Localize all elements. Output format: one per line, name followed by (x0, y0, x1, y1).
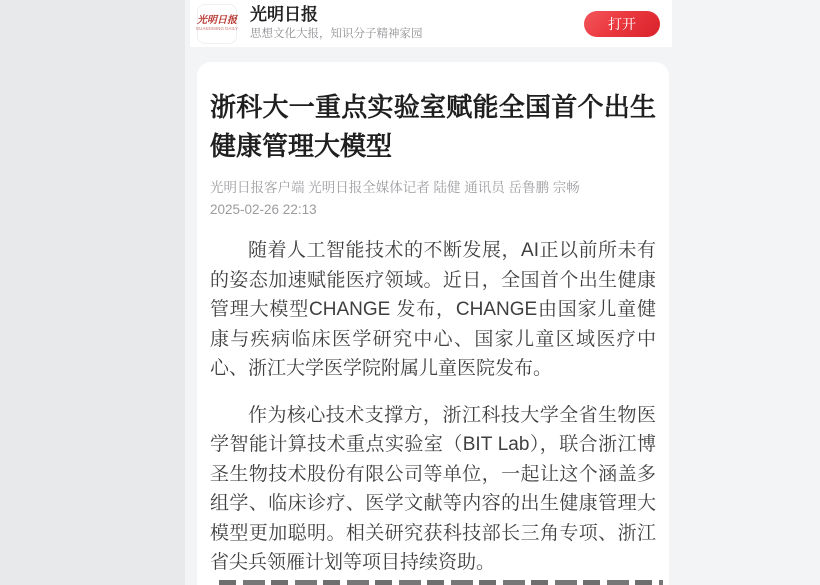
guangming-daily-logo (197, 4, 237, 44)
article-paragraph-1: 随着人工智能技术的不断发展，AI正以前所未有的姿态加速赋能医疗领域。近日，全国首个出生健康管理大模型CHANGE 发布，CHANGE由国家儿童健康与疾病临床医学研究中心、国家儿童区域医疗中心、浙江大学医学院附属儿童医院发布。 (210, 240, 656, 379)
article-body (210, 236, 656, 585)
page-left-gutter (0, 0, 185, 585)
open-app-button[interactable]: 打开 (584, 11, 660, 37)
article-title: 浙科大一重点实验室赋能全国首个出生健康管理大模型 (210, 92, 656, 161)
app-name: 光明日报 (250, 5, 318, 24)
app-tagline: 思想文化大报，知识分子精神家园 (250, 28, 423, 40)
article-datetime: 2025-02-26 22:13 (210, 202, 317, 217)
article-paragraph-2: 作为核心技术支撑方，浙江科技大学全省生物医学智能计算技术重点实验室（BIT Lab），联合浙江博圣生物技术股份有限公司等单位，一起让这个涵盖多组学、临床诊疗、医学文献等内容的出生健康管理大模型更加聪明。相关研究获科技部长三角专项、浙江省尖兵领雁计划等项目持续资助。 (210, 404, 656, 573)
article-card (197, 62, 669, 585)
app-banner (190, 0, 672, 47)
clipped-text-line (219, 580, 663, 585)
logo-calligraphy-text: 光明日报 (197, 15, 237, 26)
logo-english-text: GUANGMING DAILY (195, 26, 239, 32)
content-column (190, 0, 672, 585)
article-byline: 光明日报客户端 光明日报全媒体记者 陆健 通讯员 岳鲁鹏 宗畅 (210, 180, 580, 195)
app-banner-text (250, 5, 584, 42)
